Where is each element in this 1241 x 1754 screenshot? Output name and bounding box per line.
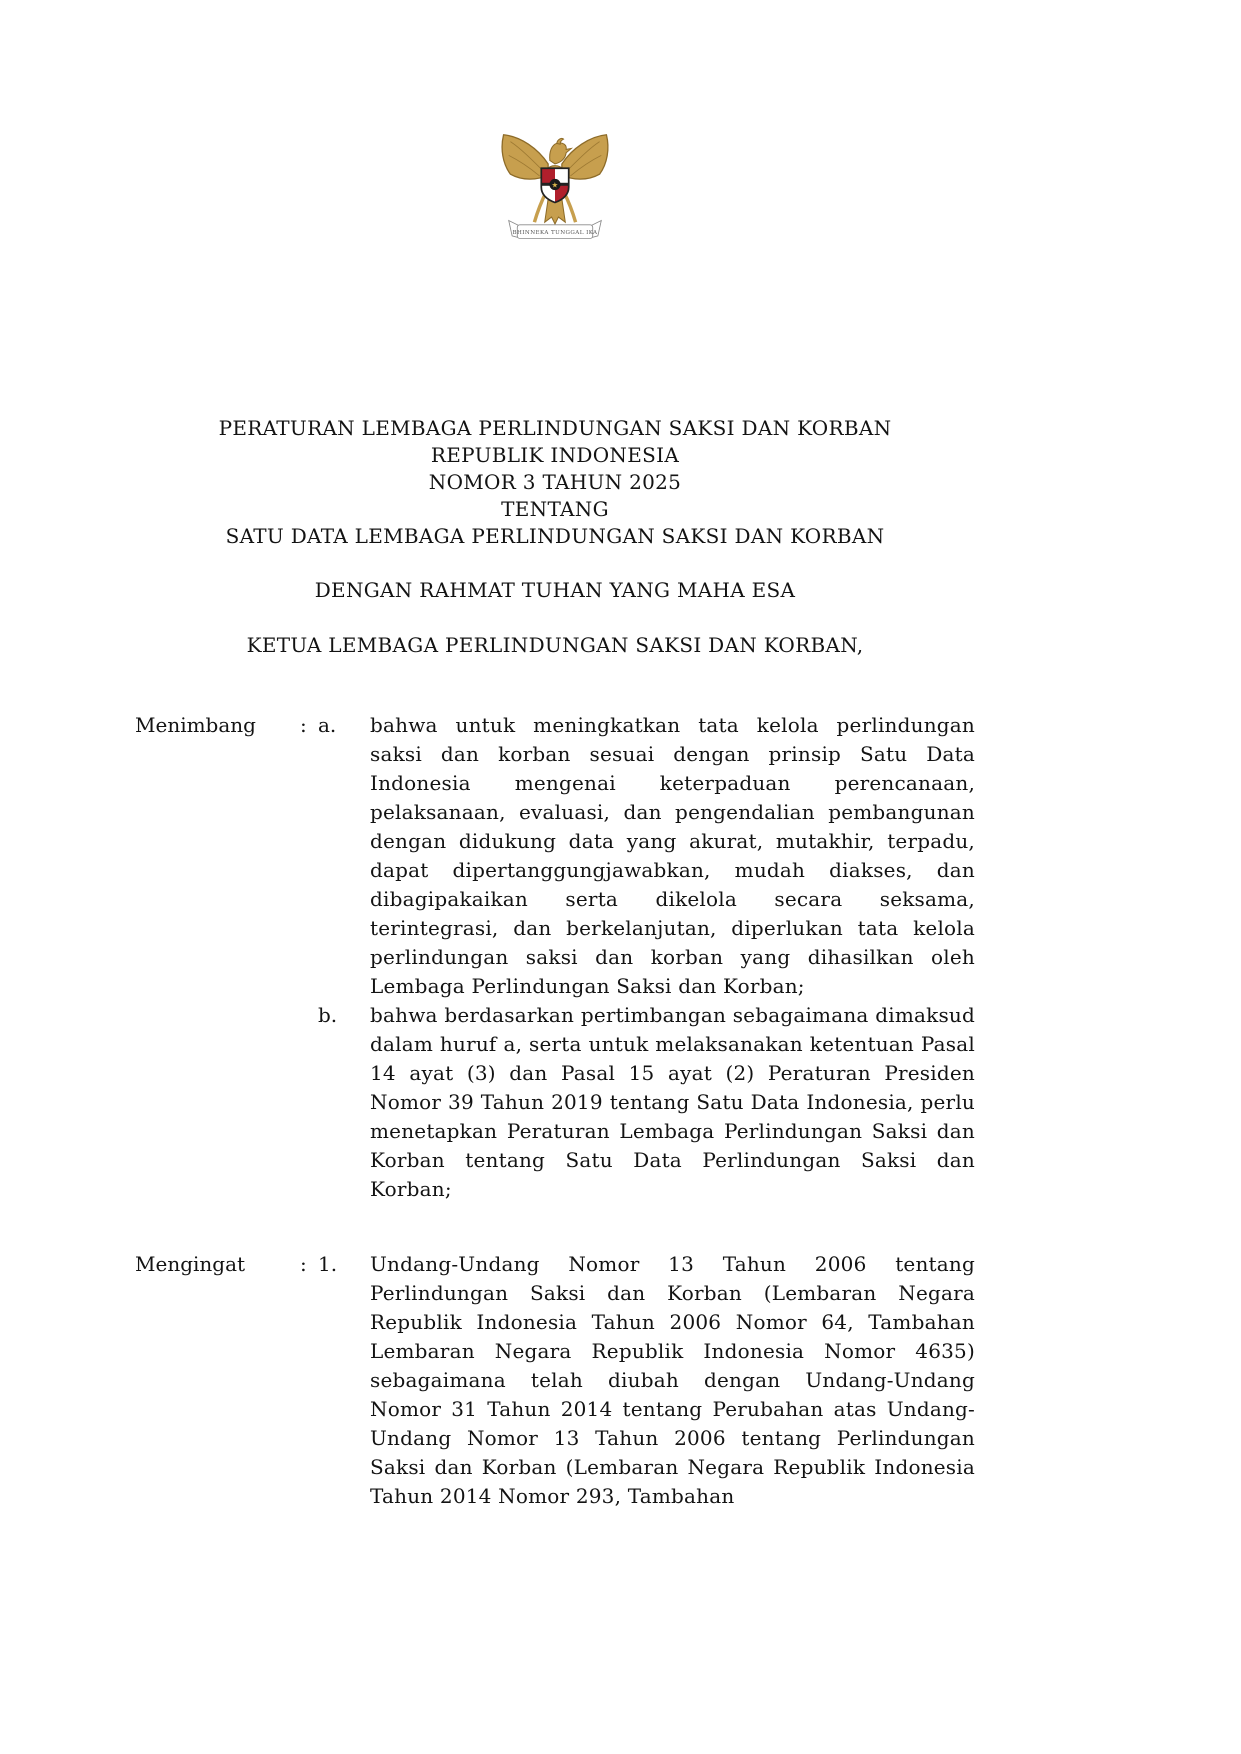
garuda-pancasila-emblem: [495, 126, 615, 255]
title-line-tentang: TENTANG: [501, 497, 609, 521]
emblem-container: [135, 126, 975, 259]
section-mengingat: [135, 1250, 975, 1511]
title-line-number: NOMOR 3 TAHUN 2025: [428, 470, 682, 494]
section-menimbang: [135, 711, 975, 1204]
list-item: [318, 1250, 975, 1511]
title-line-republic: REPUBLIK INDONESIA: [430, 443, 680, 467]
pancasila-shield: [541, 168, 568, 202]
document-title: [135, 415, 975, 550]
list-item: [318, 711, 975, 1001]
section-separator: :: [300, 1252, 307, 1276]
section-items: [318, 1250, 975, 1511]
emblem-motto: BHINNEKA TUNGGAL IKA: [512, 230, 598, 237]
list-item-marker: a.: [318, 713, 337, 737]
list-item-text: Undang-Undang Nomor 13 Tahun 2006 tentang Perlindungan Saksi dan Korban (Lembaran Negara Republik Indonesia Tahun 2006 Nomor 64, Tambahan Lembaran Negara Republik Indonesia Nomor 4635) sebagaimana telah diubah dengan Undang-Undang Nomor 31 Tahun 2014 tentang Perubahan atas Undang-Undang Nomor 13 Tahun 2006 tentang Perlindungan Saksi dan Korban (Lembaran Negara Republik Indonesia Tahun 2014 Nomor 293, Tambahan: [370, 1252, 975, 1508]
section-separator: :: [300, 713, 307, 737]
section-label: Mengingat: [135, 1252, 246, 1276]
list-item-marker: 1.: [318, 1252, 338, 1276]
section-label: Menimbang: [135, 713, 256, 737]
shield-star-icon: ★: [551, 180, 559, 190]
document-page: [135, 0, 975, 1511]
list-item-text: bahwa untuk meningkatkan tata kelola perlindungan saksi dan korban sesuai dengan prinsip Satu Data Indonesia mengenai keterpaduan perencanaan, pelaksanaan, evaluasi, dan pengendalian pembangunan dengan didukung data yang akurat, mutakhir, terpadu, dapat dipertanggungjawabkan, mudah diakses, dan dibagipakaikan serta dikelola secara seksama, terintegrasi, dan berkelanjutan, diperlukan tata kelola perlindungan saksi dan korban yang dihasilkan oleh Lembaga Perlindungan Saksi dan Korban;: [370, 713, 975, 998]
list-item-text: bahwa berdasarkan pertimbangan sebagaimana dimaksud dalam huruf a, serta untuk melaksanakan ketentuan Pasal 14 ayat (3) dan Pasal 15 ayat (2) Peraturan Presiden Nomor 39 Tahun 2019 tentang Satu Data Indonesia, perlu menetapkan Peraturan Lembaga Perlindungan Saksi dan Korban tentang Satu Data Perlindungan Saksi dan Korban;: [370, 1003, 975, 1201]
invocation-line: DENGAN RAHMAT TUHAN YANG MAHA ESA: [314, 578, 796, 602]
title-line-subject: SATU DATA LEMBAGA PERLINDUNGAN SAKSI DAN KORBAN: [225, 524, 885, 548]
list-item-marker: b.: [318, 1003, 338, 1027]
list-item: [318, 1001, 975, 1204]
section-items: [318, 711, 975, 1204]
enacting-official-line: KETUA LEMBAGA PERLINDUNGAN SAKSI DAN KORBAN,: [246, 633, 864, 657]
title-line-regulation: PERATURAN LEMBAGA PERLINDUNGAN SAKSI DAN KORBAN: [218, 416, 892, 440]
